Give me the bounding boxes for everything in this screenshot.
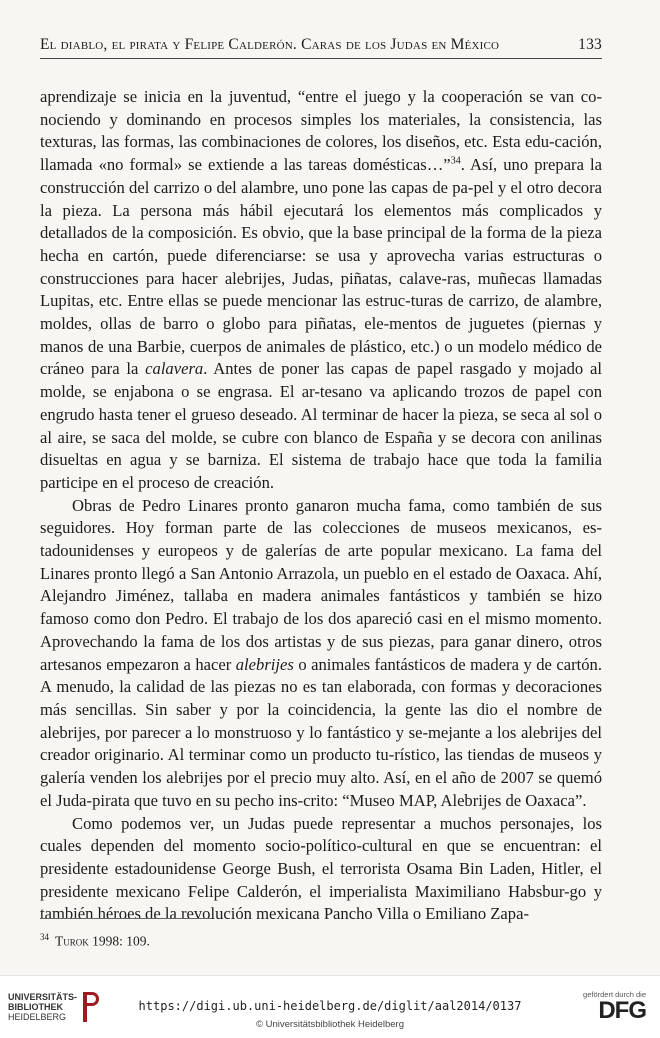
- funded-by-text: gefördert durch die: [583, 990, 646, 999]
- footnote-ref-text: 1998: 109.: [88, 933, 150, 949]
- footnote-author: Turok: [55, 933, 89, 949]
- library-line-3: HEIDELBERG: [8, 1012, 67, 1022]
- dfg-logo[interactable]: [583, 990, 646, 1023]
- library-line-2: BIBLIOTHEK: [8, 1002, 63, 1012]
- library-line-1: UNIVERSITÄTS-: [8, 992, 78, 1002]
- running-title: El diablo, el pirata y Felipe Calderón. Caras de los Judas en México: [40, 36, 500, 53]
- paragraph-2-part-a: Obras de Pedro Linares pronto ganaron mucha fama, como también de sus seguidores. Hoy forman parte de las colecciones de museos mexicanos, es-tadounidenses y europeos y de galerías de arte popular mexicano. La fama del Linares pronto llegó a San Antonio Arrazola, un pueblo en el estado de Oaxaca. Ahí, Alejandro Jiménez, tallaba en madera animales fantásticos y también se hizo famoso como don Pedro. El trabajo de los dos apareció casi en el mismo momento. Aprovechando la fama de los dos artistas y de sus piezas, para ganar dinero, otros artesanos empezaron a hacer: [40, 495, 602, 674]
- running-head: [40, 36, 602, 54]
- footnote: [40, 932, 150, 950]
- body-text: [40, 86, 602, 926]
- paragraph-1: [40, 86, 602, 495]
- paragraph-1-part-b: . Así, uno prepara la construcción del carrizo o del alambre, uno pone las capas de pa-pel y el otro decora la pieza. La persona más hábil ejecutará los elementos más complicados y detallados de la composición. Es obvio, que la base principal de la forma de la pieza hecha en cartón, puede diferenciarse: se usa y aprovecha varias estructuras o construcciones para hacer alebrijes, Judas, piñatas, calave-ras, muñecas llamadas Lupitas, etc. Entre ellas se puede mencionar las estruc-turas de carrizo, de alambre, moldes, ollas de barro o globo para piñatas, ele-mentos de juguetes (piernas y manos de una Barbie, cuerpos de animales de plástico, etc.) o un modelo médico de cráneo para la: [40, 155, 602, 379]
- copyright-text: © Universitätsbibliothek Heidelberg: [256, 1019, 404, 1030]
- dfg-wordmark: DFG: [598, 997, 646, 1024]
- paragraph-1-part-a: aprendizaje se inicia en la juventud, “entre el juego y la cooperación se van co-nociendo y dominando en procesos simples los materiales, la consistencia, las texturas, las formas, las combinaciones de colores, los diseños, etc. Esta edu-cación, llamada «no formal» se extiende a las tareas domésticas…”: [40, 87, 602, 175]
- paragraph-1-part-c: . Antes de poner las capas de papel rasgado y mojado al molde, se enjabona o se engrasa. El ar-tesano va aplicando trozos de papel con engrudo hasta tener el grueso deseado. Al terminar de hacer la pieza, se seca al sol o al aire, se saca del molde, se cubre con blanco de España y se decora con anilinas disueltas en agua y se barniza. El sistema de trabajo hace que toda la familia participe en el proceso de creación.: [40, 359, 602, 492]
- footnote-ref[interactable]: 34: [450, 155, 461, 167]
- paragraph-2-part-b: o animales fantásticos de madera y de cartón. A menudo, la calidad de las piezas no es tan elaborada, con formas y decoraciones más sencillas. Sin saber y por la coincidencia, la gente las dio el nombre de alebrijes, por parecer a lo monstruoso y lo fantástico y se-mejante a los alebrijes del creador originario. Al terminar como un producto tu-rístico, las tiendas de museos y galería venden los alebrijes por el precio muy alto. Así, en el año de 2007 se quemó el Juda-pirata que tuvo en su pecho ins-crito: “Museo MAP, Alebrijes de Oaxaca”.: [40, 654, 602, 810]
- permalink-url[interactable]: https://digi.ub.uni-heidelberg.de/diglit/aal2014/0137: [138, 999, 522, 1013]
- paragraph-2: [40, 495, 602, 813]
- italic-alebrijes: alebrijes: [235, 654, 294, 674]
- paragraph-3: Como podemos ver, un Judas puede representar a muchos personajes, los cuales dependen del momento socio-político-cultural en que se encuentran: el presidente estadounidense George Bush, el terrorista Osama Bin Laden, Hitler, el presidente mexicano Felipe Calderón, el imperialista Maximiliano Habsbur-go y también héroes de la revolución mexicana Pancho Villa o Emiliano Zapa-: [40, 813, 602, 924]
- viewer-footer: [0, 975, 660, 1038]
- footnote-rule: [40, 918, 212, 919]
- italic-calavera: calavera: [145, 359, 204, 379]
- header-rule: [40, 58, 602, 59]
- footnote-number: 34: [40, 932, 49, 942]
- page-number: 133: [578, 36, 602, 53]
